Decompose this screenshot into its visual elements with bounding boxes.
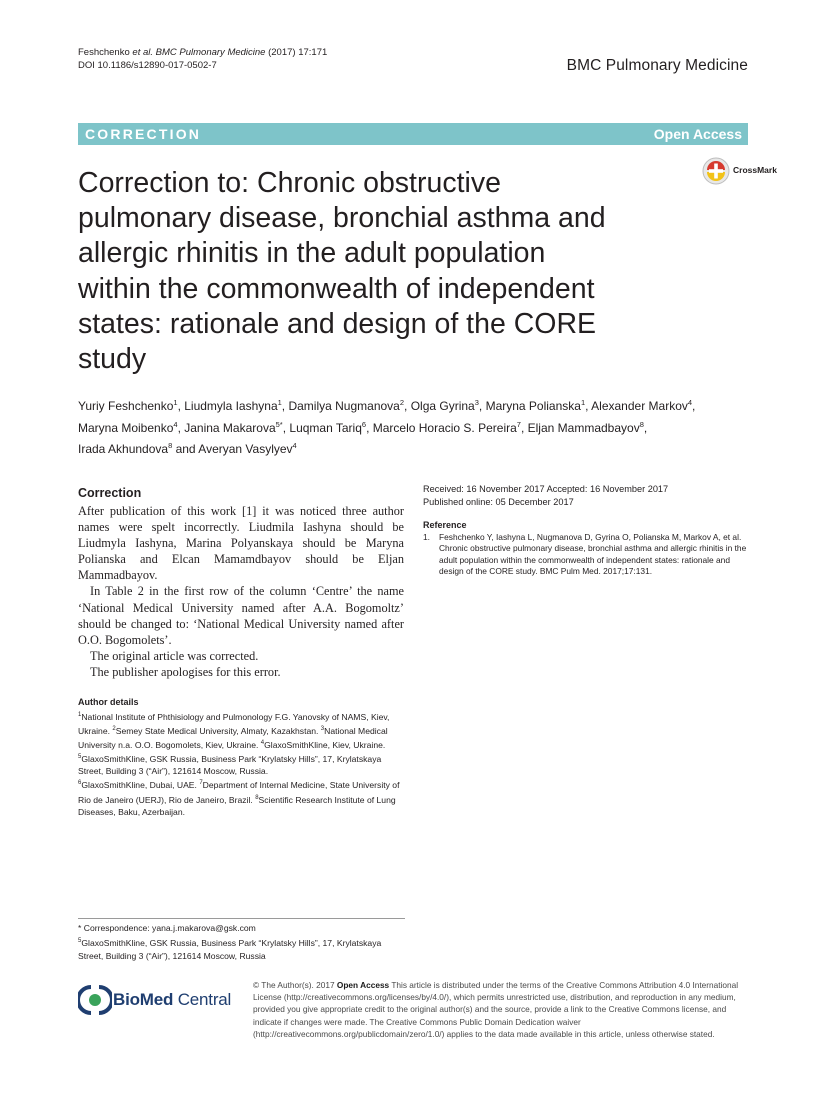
author-name: Liudmyla Iashyna <box>184 399 278 413</box>
article-type-banner <box>78 123 748 145</box>
affiliation-number: 8 <box>255 794 259 801</box>
author-affiliation: 8 <box>168 441 173 451</box>
footnote <box>78 922 408 963</box>
affiliation-number: 3 <box>320 726 325 733</box>
affiliation-number: 1 <box>78 712 82 718</box>
correction-heading: Correction <box>78 486 142 500</box>
biomed-central-logo <box>78 983 232 1022</box>
crossmark-label: CrossMark <box>733 165 777 175</box>
reference-text: Feshchenko Y, Iashyna L, Nugmanova D, Gyrina O, Polianska M, Markov A, et al. Chronic obstructive pulmonary disease, bronchial asthma and allergic rhinitis in the adult population within the commonwealth of independent states: rationale and design of the CORE study. BMC Pulm Med. 2017;17:131. <box>439 532 747 576</box>
author-separator: , <box>177 420 185 435</box>
author-details <box>78 709 408 818</box>
correction-paragraph: In Table 2 in the first row of the column ‘Centre’ the name ‘National Medical University named after A.A. Bogomoltz’ should be changed to: ‘National Medical University named after O.O. Bogomolets’. <box>78 584 404 647</box>
citation-etal: et al. BMC Pulmonary Medicine <box>132 47 266 58</box>
author-affiliation: 6 <box>361 419 367 429</box>
affiliation-text: GlaxoSmithKline, GSK Russia, Business Park “Krylatsky Hills”, 17, Krylatskaya Street, Building 3 (“Air”), 121614 Moscow, Russia <box>78 937 382 961</box>
crossmark-icon <box>702 157 730 185</box>
author-separator: , <box>520 420 528 435</box>
author-separator: , <box>478 399 486 413</box>
affiliation-text: GlaxoSmithKline, Kiev, Ukraine. <box>264 739 386 750</box>
affiliation-number: 7 <box>199 780 203 787</box>
journal-name: BMC Pulmonary Medicine <box>566 57 748 74</box>
author-separator: , <box>177 399 185 413</box>
author-name: Damilya Nugmanova <box>288 399 400 413</box>
author-name: Irada Akhundova <box>78 442 169 457</box>
author-affiliation: 1 <box>277 398 282 407</box>
title-line: pulmonary disease, bronchial asthma and <box>78 202 606 235</box>
affiliation-number: 6 <box>78 780 82 787</box>
author-affiliation: 2 <box>399 398 405 407</box>
author-name: Maryna Polianska <box>485 399 581 413</box>
publication-dates <box>423 483 668 508</box>
article-type-label: CORRECTION <box>85 126 202 142</box>
author-affiliation: 1 <box>173 398 178 407</box>
correspondence-email[interactable]: * Correspondence: yana.j.makarova@gsk.com <box>78 923 256 933</box>
affiliation-text: National Medical University n.a. O.O. Bogomolets, Kiev, Ukraine. <box>78 725 388 750</box>
license-statement <box>253 979 751 1040</box>
author-name: Janina Makarova <box>184 420 276 435</box>
biomed-central-icon <box>78 983 112 1017</box>
affiliation-text: Semey State Medical University, Almaty, Kazakhstan. <box>115 725 321 736</box>
license-open-access: Open Access <box>336 980 390 990</box>
citation-authors: Feshchenko <box>78 47 130 58</box>
affiliation-number: 4 <box>260 740 265 747</box>
author-separator: , <box>281 399 289 413</box>
affiliation-text: National Institute of Phthisiology and Pulmonology F.G. Yanovsky of NAMS, Kiev, Ukraine. <box>78 711 390 736</box>
reference-item[interactable] <box>423 532 753 577</box>
correction-paragraph: The publisher apologises for this error. <box>90 664 281 679</box>
publisher-name <box>113 990 231 1010</box>
reference-heading: Reference <box>423 520 467 530</box>
author-details-heading: Author details <box>78 697 139 707</box>
title-line: study <box>78 343 147 376</box>
author-name: Averyan Vasylyev <box>198 442 293 457</box>
title-line: allergic rhinitis in the adult population <box>78 237 546 270</box>
published-date: Published online: 05 December 2017 <box>423 496 574 507</box>
corresponding-affiliation <box>78 935 408 963</box>
author-name: Maryna Moibenko <box>78 420 174 435</box>
author-affiliation: 8 <box>639 419 644 429</box>
affiliation-text: GlaxoSmithKline, GSK Russia, Business Park “Krylatsky Hills”, 17, Krylatskaya Street, Building 3 (“Air”), 121614 Moscow, Russia. <box>78 754 382 777</box>
author-name: Olga Gyrina <box>410 399 475 413</box>
author-separator: , <box>282 420 290 435</box>
author-separator: , <box>585 399 592 413</box>
correction-paragraph: After publication of this work [1] it was noticed three author names were spelt incorrectly. Liudmila Iashyna should be Liudmyla Iashyna, Marina Polyanskaya should be Maryna Polianska and Elcan Mamamdbayov should be Eljan Mammadbayov. <box>78 504 404 583</box>
affiliation-text: Department of Internal Medicine, State University of Rio de Janeiro (UERJ), Rio de Janeiro, Brazil. <box>78 780 400 805</box>
doi[interactable]: DOI 10.1186/s12890-017-0502-7 <box>78 60 217 71</box>
title-line: within the commonwealth of independent <box>78 272 595 305</box>
author-affiliation: 4 <box>292 441 297 451</box>
reference-number: 1. <box>423 532 430 542</box>
running-citation <box>78 46 327 59</box>
title-line: Correction to: Chronic obstructive <box>78 167 501 199</box>
open-access-label: Open Access <box>653 126 742 142</box>
author-name: Luqman Tariq <box>289 420 362 435</box>
crossmark-badge[interactable] <box>702 157 777 190</box>
author-separator: and <box>172 442 199 457</box>
author-affiliation: 1 <box>580 398 586 407</box>
correction-paragraph: The original article was corrected. <box>90 648 259 663</box>
license-text: This article is distributed under the terms of the Creative Commons Attribution 4.0 International License (http://creativecommons.org/licenses/by/4.0/), which permits unrestricted use, distribution, and reproduction in any medium, provided you give appropriate credit to the original author(s) and the source, provide a link to the Creative Commons license, and indicate if changes were made. The Creative Commons Public Domain Dedication waiver (http://creativecommons.org/publicdomain/zero/1.0/) applies to the data made available in this article, unless otherwise stated. <box>253 980 739 1039</box>
affiliation-number: 5 <box>78 938 82 944</box>
citation-rest: (2017) 17:171 <box>268 47 328 58</box>
license-prefix: © The Author(s). 2017 <box>253 980 337 990</box>
author-separator: , <box>692 399 696 413</box>
author-affiliation: 4 <box>687 398 693 407</box>
title-line: states: rationale and design of the CORE <box>78 307 597 340</box>
author-name: Marcelo Horacio S. Pereira <box>372 420 517 435</box>
publisher-name-bold: BioMed <box>113 990 174 1009</box>
received-accepted-date: Received: 16 November 2017 Accepted: 16 November 2017 <box>423 484 669 494</box>
author-affiliation: 4 <box>173 419 178 429</box>
author-list <box>78 394 750 459</box>
author-affiliation: 7 <box>516 419 521 429</box>
article-title <box>78 166 678 377</box>
author-name: Yuriy Feshchenko <box>78 399 174 413</box>
correction-body <box>78 503 404 680</box>
affiliation-number: 5 <box>78 754 82 761</box>
author-affiliation: 3 <box>474 398 479 407</box>
author-affiliation: 5* <box>275 419 283 429</box>
affiliation-text: Scientific Research Institute of Lung Diseases, Baku, Azerbaijan. <box>78 794 396 817</box>
author-name: Eljan Mammadbayov <box>527 420 640 435</box>
author-separator: , <box>643 420 648 435</box>
publisher-name-rest: Central <box>173 990 232 1009</box>
author-name: Alexander Markov <box>591 399 688 413</box>
affiliation-number: 2 <box>112 726 116 733</box>
author-separator: , <box>366 420 373 435</box>
affiliation-text: GlaxoSmithKline, Dubai, UAE. <box>81 780 200 791</box>
footnote-divider <box>78 918 405 919</box>
author-separator: , <box>404 399 411 413</box>
